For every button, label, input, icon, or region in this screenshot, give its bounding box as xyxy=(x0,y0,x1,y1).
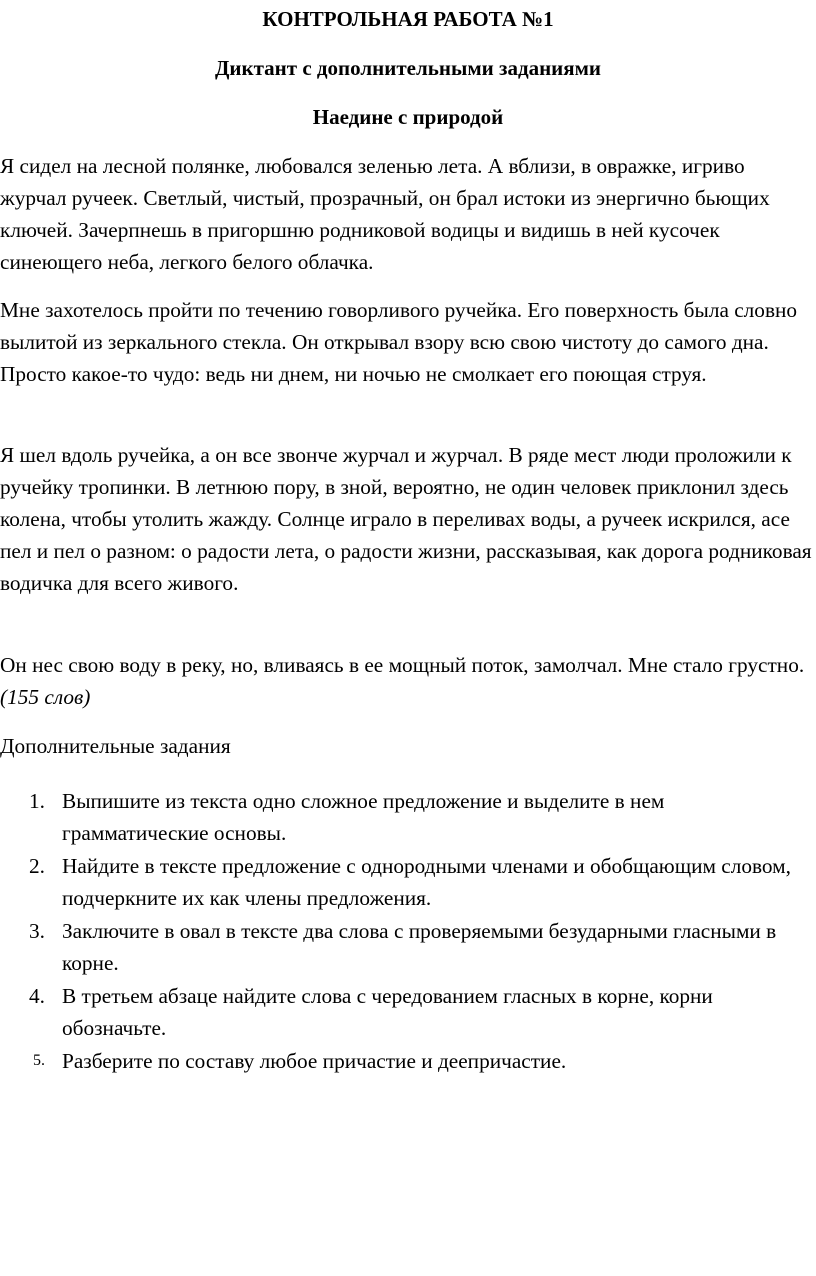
paragraph-4-text: Он нес свою воду в реку, но, вливаясь в ее мощный поток, замолчал. Мне стало грустно. xyxy=(0,653,805,677)
task-number: 4. xyxy=(29,984,45,1008)
task-number: 1. xyxy=(29,789,45,813)
task-item xyxy=(0,850,816,914)
task-item xyxy=(0,915,816,979)
tasks-list xyxy=(0,785,816,1078)
task-number: 2. xyxy=(29,854,45,878)
task-text: В третьем абзаце найдите слова с чередованием гласных в корне, корни обозначьте. xyxy=(62,984,713,1040)
document-subtitle: Диктант с дополнительными заданиями xyxy=(214,56,602,80)
task-text: Разберите по составу любое причастие и деепричастие. xyxy=(62,1049,567,1073)
word-count: (155 слов) xyxy=(0,685,91,709)
task-text: Выпишите из текста одно сложное предложение и выделите в нем грамматические основы. xyxy=(62,789,665,845)
task-text: Заключите в овал в тексте два слова с проверяемыми безударными гласными в корне. xyxy=(62,919,777,975)
tasks-heading: Дополнительные задания xyxy=(0,734,231,758)
story-title: Наедине с природой xyxy=(312,105,504,129)
task-text: Найдите в тексте предложение с однородными членами и обобщающим словом, подчеркните их как члены предложения. xyxy=(62,854,791,910)
paragraph-1: Я сидел на лесной полянке, любовался зеленью лета. А вблизи, в овражке, игриво журчал ручеек. Светлый, чистый, прозрачный, он брал истоки из энергично бьющих ключей. Зачерпнешь в пригоршню родниковой водицы и видишь в ней кусочек синеющего неба, легкого белого облачка. xyxy=(0,154,770,274)
paragraph-4 xyxy=(0,649,814,713)
task-item xyxy=(0,980,816,1044)
paragraph-3: Я шел вдоль ручейка, а он все звонче журчал и журчал. В ряде мест люди проложили к ручейку тропинки. В летнюю пору, в зной, вероятно, не один человек приклонил здесь колена, чтобы утолить жажду. Солнце играло в переливах воды, а ручеек искрился, асе пел и пел о разном: о радости лета, о радости жизни, рассказывая, как дорога родниковая водичка для всего живого. xyxy=(0,443,812,595)
task-number: 5. xyxy=(33,1052,45,1069)
paragraph-2: Мне захотелось пройти по течению говорливого ручейка. Его поверхность была словно вылитой из зеркального стекла. Он открывал взору всю свою чистоту до самого дна. Просто какое-то чудо: ведь ни днем, ни ночью не смолкает его поющая струя. xyxy=(0,298,798,386)
task-number: 3. xyxy=(29,919,45,943)
task-item xyxy=(0,1045,816,1077)
task-item xyxy=(0,785,816,849)
document-title: КОНТРОЛЬНАЯ РАБОТА №1 xyxy=(262,7,554,31)
